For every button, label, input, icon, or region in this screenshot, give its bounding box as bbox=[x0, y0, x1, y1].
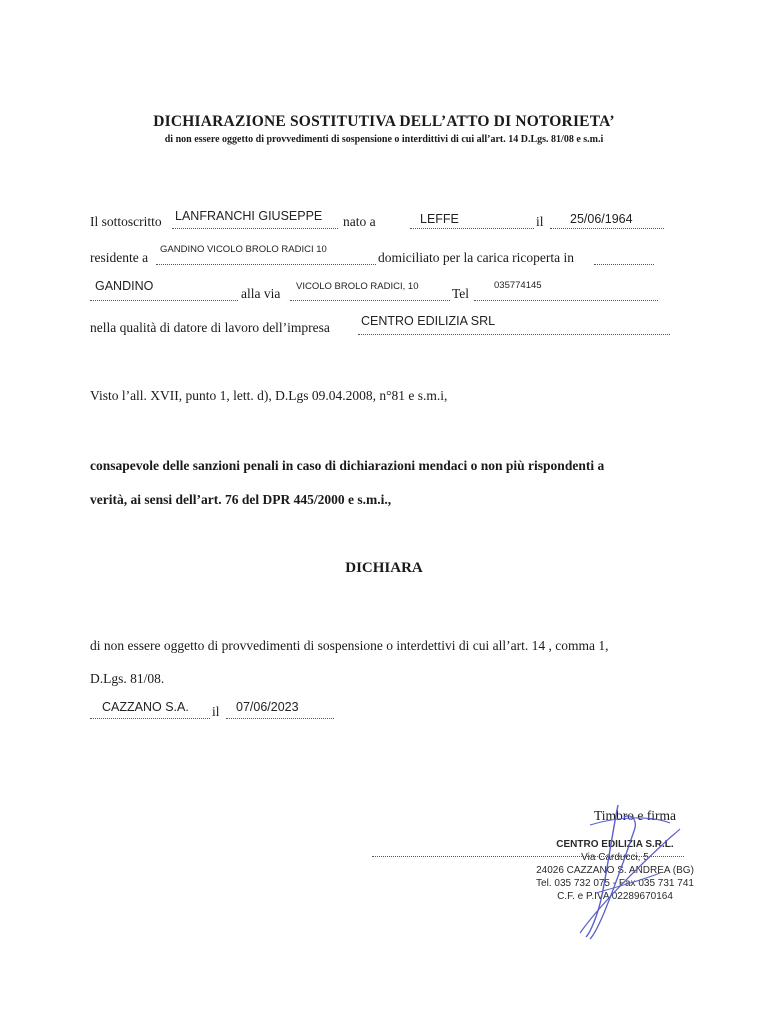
dotted-line bbox=[358, 334, 670, 335]
label-tel: Tel bbox=[452, 286, 470, 301]
label-sottoscritto: Il sottoscritto bbox=[90, 214, 162, 229]
declaration-line-1: di non essere oggetto di provvedimenti di sospensione o interdettivi di cui all’art. 14 , comma 1, bbox=[90, 638, 609, 653]
label-il: il bbox=[536, 214, 544, 229]
dotted-line bbox=[90, 718, 210, 719]
dichiara-heading: DICHIARA bbox=[345, 560, 423, 576]
field-data: 07/06/2023 bbox=[236, 700, 299, 714]
field-via: VICOLO BROLO RADICI, 10 bbox=[296, 281, 419, 292]
label-nato: nato a bbox=[343, 214, 376, 229]
dotted-line bbox=[226, 718, 334, 719]
stamp-city: 24026 CAZZANO S. ANDREA (BG) bbox=[536, 865, 694, 876]
field-tel: 035774145 bbox=[494, 280, 542, 291]
dotted-line bbox=[550, 228, 664, 229]
field-data-nascita: 25/06/1964 bbox=[570, 212, 633, 226]
dotted-line bbox=[290, 300, 450, 301]
dotted-line bbox=[410, 228, 534, 229]
label-via: alla via bbox=[241, 286, 281, 301]
label-qualita: nella qualità di datore di lavoro dell’impresa bbox=[90, 320, 330, 335]
field-nome: LANFRANCHI GIUSEPPE bbox=[175, 209, 323, 223]
label-il: il bbox=[212, 704, 220, 719]
declaration-line-2: D.Lgs. 81/08. bbox=[90, 671, 165, 686]
dotted-line bbox=[474, 300, 658, 301]
stamp-phone: Tel. 035 732 075 - Fax 035 731 741 bbox=[536, 878, 694, 889]
label-domiciliato: domiciliato per la carica ricoperta in bbox=[378, 250, 575, 265]
visto-paragraph: Visto l’all. XVII, punto 1, lett. d), D.Lgs 09.04.2008, n°81 e s.m.i, bbox=[90, 388, 448, 403]
dotted-line bbox=[594, 264, 654, 265]
consapevole-line-2: verità, ai sensi dell’art. 76 del DPR 445/2000 e s.m.i., bbox=[90, 492, 392, 507]
label-residente: residente a bbox=[90, 250, 149, 265]
field-impresa: CENTRO EDILIZIA SRL bbox=[361, 314, 496, 328]
field-comune: GANDINO bbox=[95, 279, 154, 293]
dotted-line bbox=[172, 228, 338, 229]
stamp-vat: C.F. e P.IVA 02289670164 bbox=[557, 891, 673, 902]
document-title: DICHIARAZIONE SOSTITUTIVA DELL’ATTO DI NOTORIETA’ bbox=[153, 113, 615, 130]
dotted-line bbox=[156, 264, 376, 265]
handwritten-signature bbox=[520, 795, 720, 945]
timbro-firma-label: Timbro e firma bbox=[594, 808, 676, 823]
stamp-company-name: CENTRO EDILIZIA S.R.L. bbox=[556, 839, 674, 850]
field-residenza: GANDINO VICOLO BROLO RADICI 10 bbox=[160, 244, 327, 255]
dotted-line bbox=[90, 300, 238, 301]
field-luogo-nascita: LEFFE bbox=[420, 212, 459, 226]
stamp-address: Via Carducci, 5 bbox=[581, 852, 649, 863]
document-subtitle: di non essere oggetto di provvedimenti di sospensione o interdittivi di cui all’art. 14 D.Lgs. 81/08 e s.m.i bbox=[164, 134, 604, 145]
consapevole-line-1: consapevole delle sanzioni penali in caso di dichiarazioni mendaci o non più rispondenti a bbox=[90, 458, 605, 473]
field-luogo: CAZZANO S.A. bbox=[102, 700, 189, 714]
